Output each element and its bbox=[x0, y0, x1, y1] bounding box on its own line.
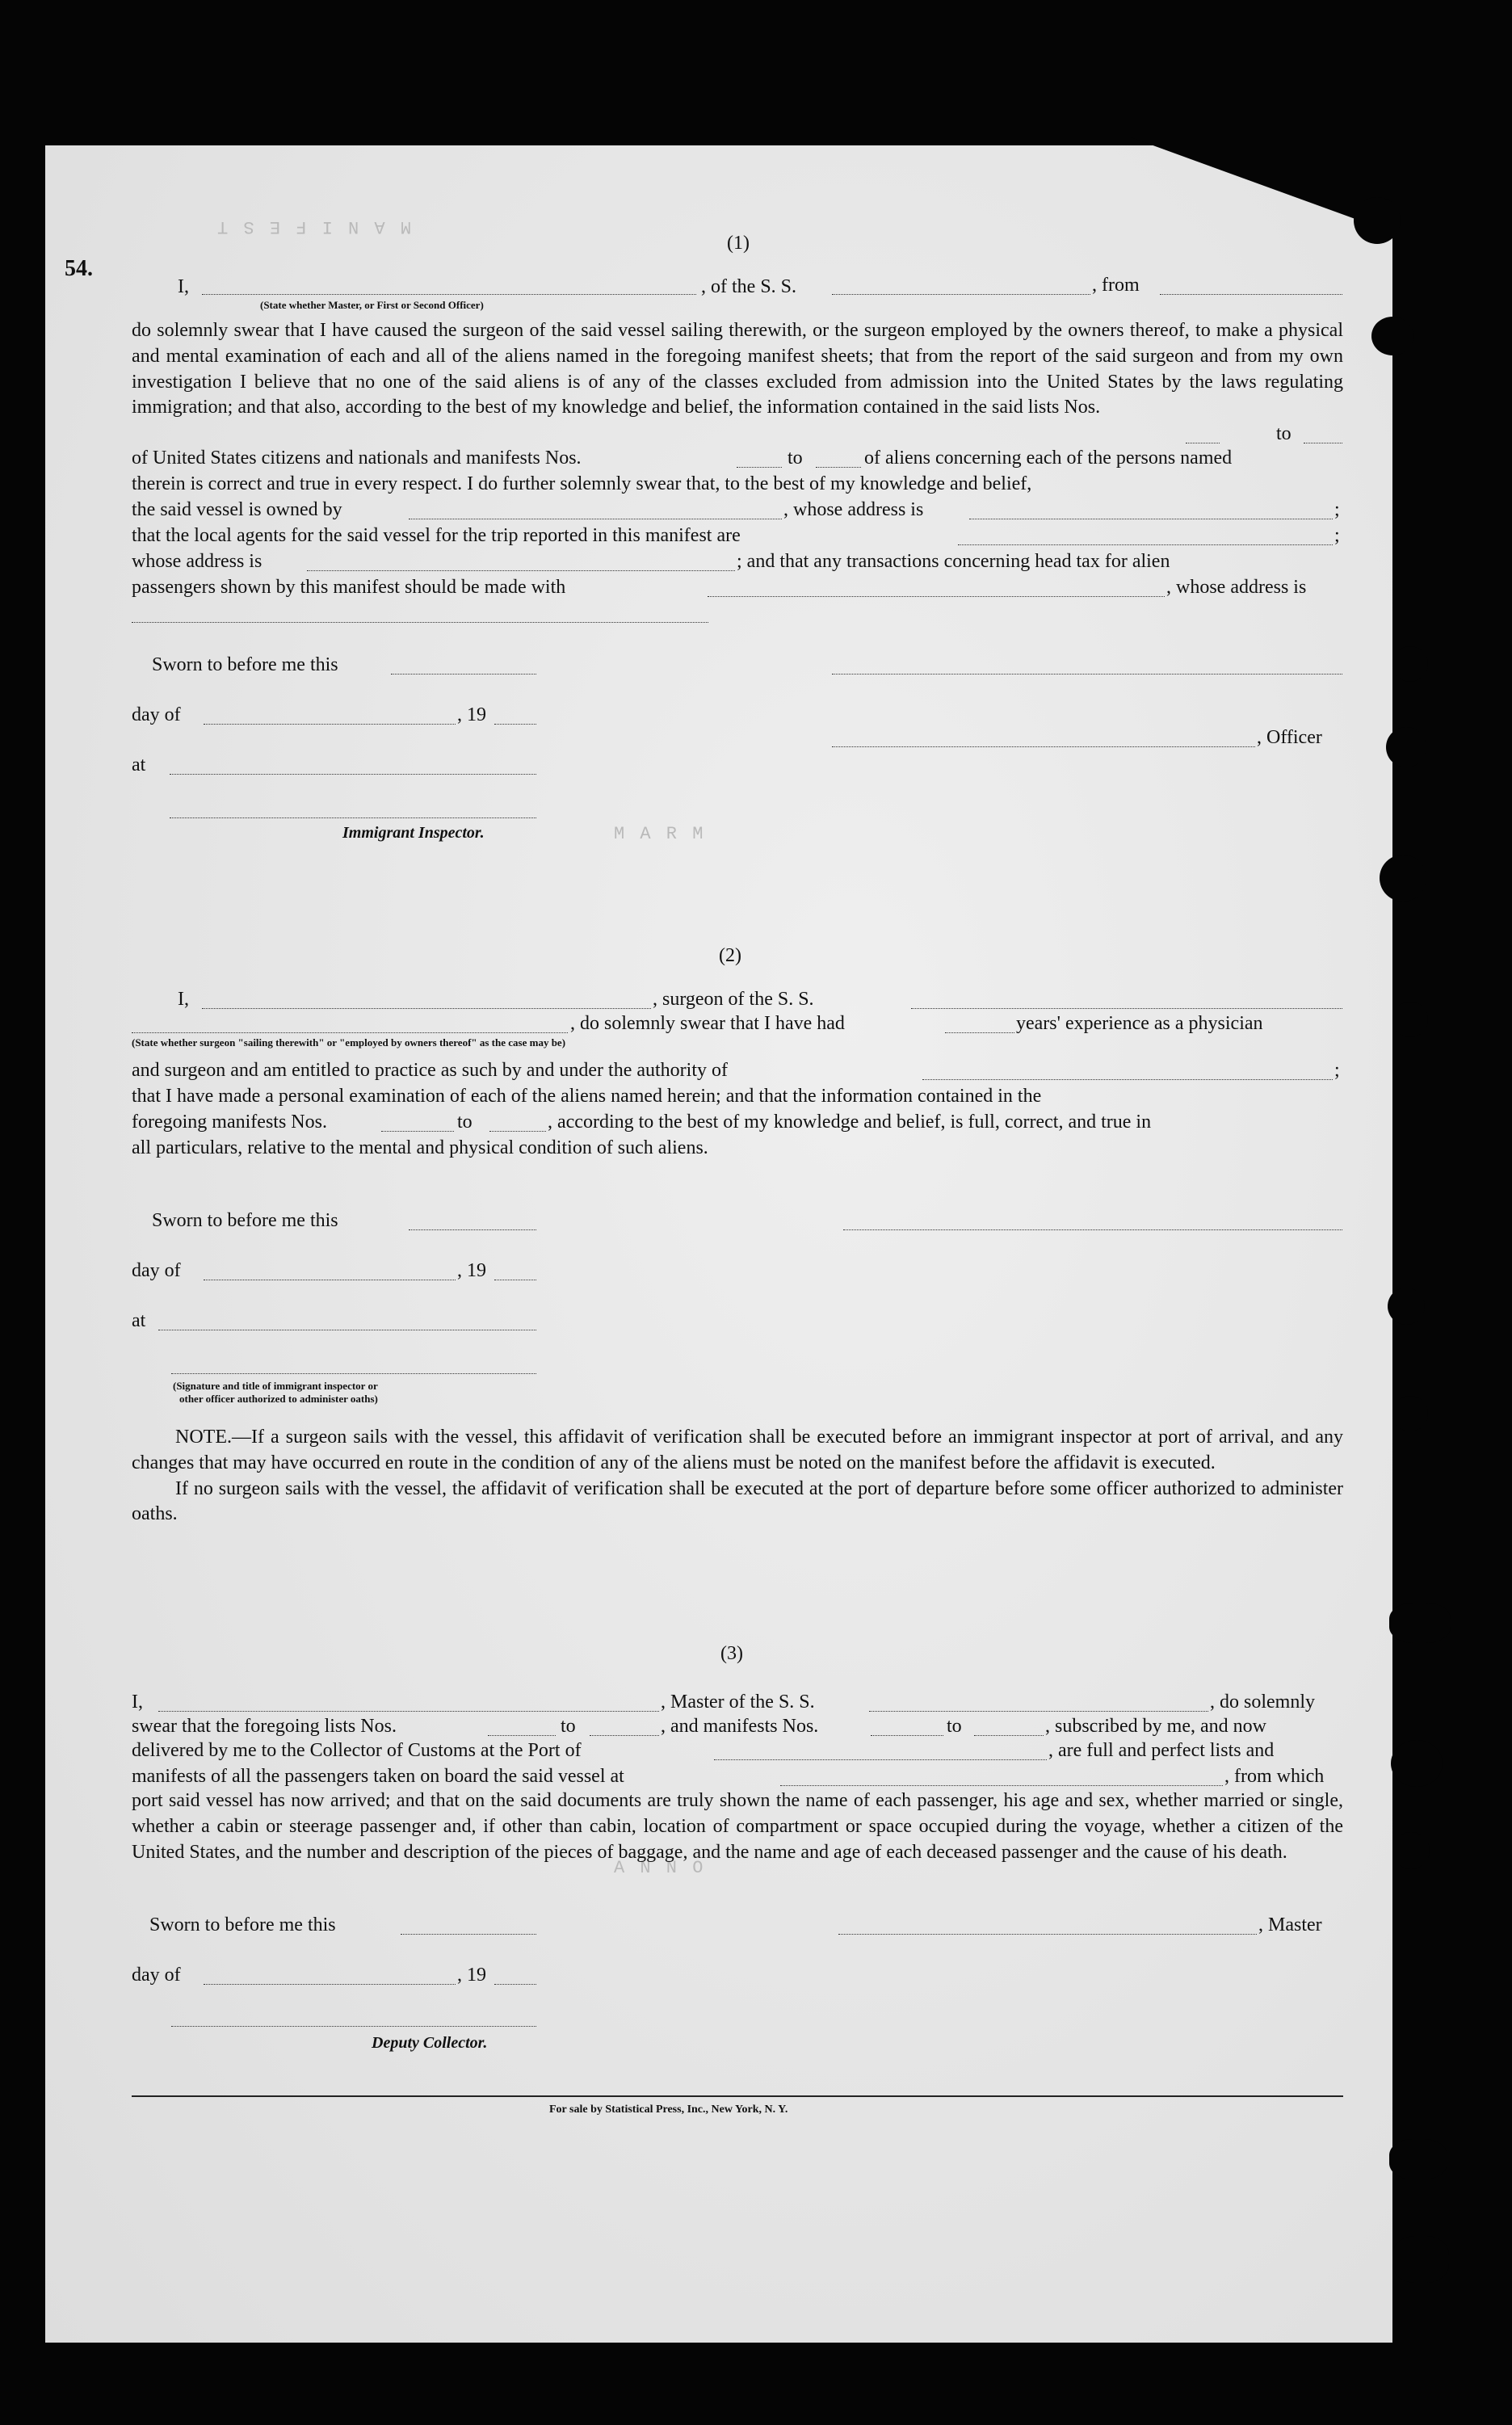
sec3-swear: swear that the foregoing lists Nos. bbox=[132, 1716, 397, 1737]
embarkation-field[interactable] bbox=[780, 1785, 1223, 1786]
punch-hole bbox=[1371, 317, 1413, 355]
port-field[interactable] bbox=[714, 1759, 1047, 1760]
sec3-to: to bbox=[561, 1716, 576, 1737]
sec1-passengers: passengers shown by this manifest should be made with bbox=[132, 577, 566, 598]
sec2-at: at bbox=[132, 1310, 146, 1331]
sec3-full: , are full and perfect lists and bbox=[1048, 1740, 1275, 1761]
sec1-from: , from bbox=[1092, 275, 1140, 296]
sec1-i: I, bbox=[178, 276, 189, 297]
sec3-master: , Master bbox=[1258, 1914, 1322, 1935]
sec3-sworn-day-field[interactable] bbox=[401, 1934, 536, 1935]
punch-hole bbox=[1392, 1396, 1428, 1431]
inspector-label: Immigrant Inspector. bbox=[342, 824, 485, 842]
punch-hole bbox=[1389, 1603, 1451, 1643]
surgeon-signature-field[interactable] bbox=[843, 1229, 1342, 1230]
sec1-whose-address: , whose address is bbox=[783, 499, 924, 520]
sec1-to: to bbox=[1276, 423, 1292, 444]
master-signature-field[interactable] bbox=[838, 1934, 1257, 1935]
printer-credit: For sale by Statistical Press, Inc., New York, N. Y. bbox=[549, 2103, 788, 2116]
years-field[interactable] bbox=[945, 1032, 1014, 1033]
sec1-owned-by: the said vessel is owned by bbox=[132, 499, 342, 520]
sec2-manifest-from-field[interactable] bbox=[381, 1131, 454, 1132]
sec3-from-which: , from which bbox=[1224, 1766, 1325, 1787]
punch-hole bbox=[1389, 2139, 1447, 2179]
vessel-name-field[interactable] bbox=[832, 294, 1090, 295]
officer-note: (State whether Master, or First or Second Officer) bbox=[260, 299, 484, 311]
sec1-therein: therein is correct and true in every respect. I do further solemnly swear that, to the best of my knowledge and belief, bbox=[132, 473, 1032, 494]
sec1-at: at bbox=[132, 754, 146, 775]
sec1-officer: , Officer bbox=[1257, 727, 1322, 748]
section-1-number: (1) bbox=[727, 233, 750, 254]
sec3-master-of: , Master of the S. S. bbox=[661, 1692, 815, 1713]
sec3-delivered: delivered by me to the Collector of Customs at the Port of bbox=[132, 1740, 582, 1761]
sec1-of-aliens: of aliens concerning each of the persons named bbox=[864, 448, 1233, 469]
head-tax-address-field[interactable] bbox=[132, 622, 708, 623]
head-tax-agent-field[interactable] bbox=[708, 596, 1165, 597]
sec3-sworn: Sworn to before me this bbox=[149, 1914, 336, 1935]
departure-field[interactable] bbox=[1160, 294, 1342, 295]
punch-hole bbox=[1354, 197, 1401, 244]
master-name-field[interactable] bbox=[158, 1711, 659, 1712]
punch-hole bbox=[1392, 2236, 1449, 2283]
sec1-local-agents: that the local agents for the said vessel for the trip reported in this manifest are bbox=[132, 525, 741, 546]
sec1-head-tax: ; and that any transactions concerning head tax for alien bbox=[737, 551, 1170, 572]
manifest-to-field[interactable] bbox=[816, 467, 861, 468]
sec2-exam: that I have made a personal examination of each of the aliens named herein; and that the information contained in the bbox=[132, 1086, 1042, 1107]
sig-note-1: (Signature and title of immigrant inspector or bbox=[173, 1380, 378, 1392]
bleed-through: M A R M bbox=[614, 824, 706, 844]
sec1-sworn-day-field[interactable] bbox=[391, 674, 536, 675]
sec3-vessel-field[interactable] bbox=[869, 1711, 1208, 1712]
punch-hole bbox=[1392, 1002, 1428, 1037]
sec3-manifests-all: manifests of all the passengers taken on board the said vessel at bbox=[132, 1766, 624, 1787]
sec3-oath-paragraph: port said vessel has now arrived; and that on the said documents are truly shown the name of each passenger, his age and sex, whether married or single, whether a cabin or steerage passenger and, if other than cabin, location of compartment or space occupied during the voyage, whether a citizen of the United States, and the number and description of the pieces of baggage, and the name and age of each deceased passenger and the cause of his death. bbox=[132, 1790, 1343, 1863]
punch-hole bbox=[1380, 855, 1426, 901]
sec3-manifest-to-field[interactable] bbox=[974, 1735, 1044, 1736]
sec3-month-field[interactable] bbox=[204, 1984, 456, 1985]
punch-hole bbox=[1392, 646, 1428, 682]
sec1-place-field[interactable] bbox=[170, 774, 536, 775]
officer-title-field[interactable] bbox=[832, 746, 1255, 747]
sec3-nineteen: , 19 bbox=[457, 1965, 486, 1986]
sec1-month-field[interactable] bbox=[204, 724, 456, 725]
sec1-signature-field[interactable] bbox=[832, 674, 1342, 675]
authority-field[interactable] bbox=[922, 1079, 1333, 1080]
sec2-nineteen: , 19 bbox=[457, 1260, 486, 1281]
sec2-years: years' experience as a physician bbox=[1016, 1013, 1263, 1034]
sec1-year-field[interactable] bbox=[494, 724, 536, 725]
bleed-through: M A N I F E S T bbox=[215, 216, 412, 237]
sec2-official-signature-field[interactable] bbox=[171, 1373, 536, 1374]
sec1-whose-address-is-2: , whose address is bbox=[1166, 577, 1307, 598]
sec1-of-ss: , of the S. S. bbox=[701, 276, 797, 297]
sec3-list-from-field[interactable] bbox=[488, 1735, 556, 1736]
footer-rule bbox=[132, 2095, 1343, 2097]
inspector-signature-field[interactable] bbox=[170, 817, 536, 818]
marginal-note: 54. bbox=[65, 256, 93, 281]
sec2-note-paragraph bbox=[132, 1425, 1343, 1528]
officer-name-field[interactable] bbox=[202, 294, 696, 295]
sec2-semi: ; bbox=[1334, 1060, 1340, 1081]
sec1-day-of: day of bbox=[132, 704, 181, 725]
sec2-i: I, bbox=[178, 989, 189, 1010]
punch-hole bbox=[1392, 1832, 1430, 1869]
sec2-manifest-to-field[interactable] bbox=[489, 1131, 546, 1132]
sec2-vessel-field[interactable] bbox=[911, 1008, 1342, 1009]
sec3-i: I, bbox=[132, 1692, 143, 1713]
note-label: NOTE. bbox=[175, 1427, 232, 1448]
sec3-list-to-field[interactable] bbox=[590, 1735, 659, 1736]
sec1-to-2: to bbox=[788, 448, 803, 469]
sig-note-2: other officer authorized to administer oaths) bbox=[179, 1393, 378, 1405]
agents-address-field[interactable] bbox=[307, 570, 735, 571]
sec2-to: to bbox=[457, 1112, 472, 1133]
sec3-day-of: day of bbox=[132, 1965, 181, 1986]
collector-signature-field[interactable] bbox=[171, 2026, 536, 2027]
note-text: —If a surgeon sails with the vessel, this affidavit of verification shall be executed before an immigrant inspector at port of arrival, and any changes that may have occurred en route in the condition of any of the aliens must be noted on the manifest before the affidavit is executed. bbox=[132, 1427, 1343, 1473]
sec2-authority: and surgeon and am entitled to practice as such by and under the authority of bbox=[132, 1060, 728, 1081]
sec2-day-of: day of bbox=[132, 1260, 181, 1281]
sec2-foregoing: foregoing manifests Nos. bbox=[132, 1112, 327, 1133]
no-surgeon-text: If no surgeon sails with the vessel, the affidavit of verification shall be executed at the port of departure before some officer authorized to administer oaths. bbox=[132, 1477, 1343, 1525]
section-3-number: (3) bbox=[720, 1643, 743, 1664]
sec2-solemnly: , do solemnly swear that I have had bbox=[570, 1013, 845, 1034]
sec3-year-field[interactable] bbox=[494, 1984, 536, 1985]
bleed-through: A N N O bbox=[614, 1858, 706, 1878]
sec1-semi-2: ; bbox=[1334, 525, 1340, 546]
sec3-do-solemnly: , do solemnly bbox=[1210, 1692, 1315, 1713]
sec1-nineteen: , 19 bbox=[457, 704, 486, 725]
sec2-sworn-day-field[interactable] bbox=[409, 1229, 536, 1230]
local-agents-field[interactable] bbox=[958, 544, 1333, 545]
sec1-sworn: Sworn to before me this bbox=[152, 654, 338, 675]
surgeon-name-field[interactable] bbox=[202, 1008, 651, 1009]
sec3-manifests: , and manifests Nos. bbox=[661, 1716, 819, 1737]
surgeon-status-field[interactable] bbox=[132, 1032, 568, 1033]
punch-hole bbox=[1388, 1288, 1425, 1325]
sec1-semi: ; bbox=[1334, 499, 1340, 520]
sec3-manifest-from-field[interactable] bbox=[871, 1735, 943, 1736]
sec2-particulars: all particulars, relative to the mental and physical condition of such aliens. bbox=[132, 1137, 708, 1158]
punch-hole bbox=[1386, 727, 1426, 767]
sec2-sworn: Sworn to before me this bbox=[152, 1210, 338, 1231]
sec3-to-2: to bbox=[947, 1716, 962, 1737]
sec1-us-nationals: of United States citizens and nationals and manifests Nos. bbox=[132, 448, 582, 469]
punch-hole bbox=[1391, 1740, 1443, 1787]
sec3-subscribed: , subscribed by me, and now bbox=[1045, 1716, 1266, 1737]
sec2-surgeon-of: , surgeon of the S. S. bbox=[653, 989, 814, 1010]
sec1-oath-paragraph: do solemnly swear that I have caused the surgeon of the said vessel sailing therewith, or the surgeon employed by the owners thereof, to make a physical and mental examination of each and all of the aliens named in the foregoing manifest sheets; that from the report of the said surgeon and from my own investigation I believe that no one of the said aliens is of any of the classes excluded from admission into the United States by the laws regulating immigration; and that also, according to the best of my knowledge and belief, the information contained in the said lists Nos. bbox=[132, 320, 1343, 418]
section-2-number: (2) bbox=[719, 945, 741, 966]
sec1-whose-address-is: whose address is bbox=[132, 551, 262, 572]
collector-label: Deputy Collector. bbox=[372, 2034, 488, 2052]
surgeon-note: (State whether surgeon "sailing therewith" or "employed by owners thereof" as the case may be) bbox=[132, 1036, 566, 1049]
sec2-according: , according to the best of my knowledge and belief, is full, correct, and true in bbox=[548, 1112, 1152, 1133]
manifest-from-field[interactable] bbox=[737, 467, 782, 468]
